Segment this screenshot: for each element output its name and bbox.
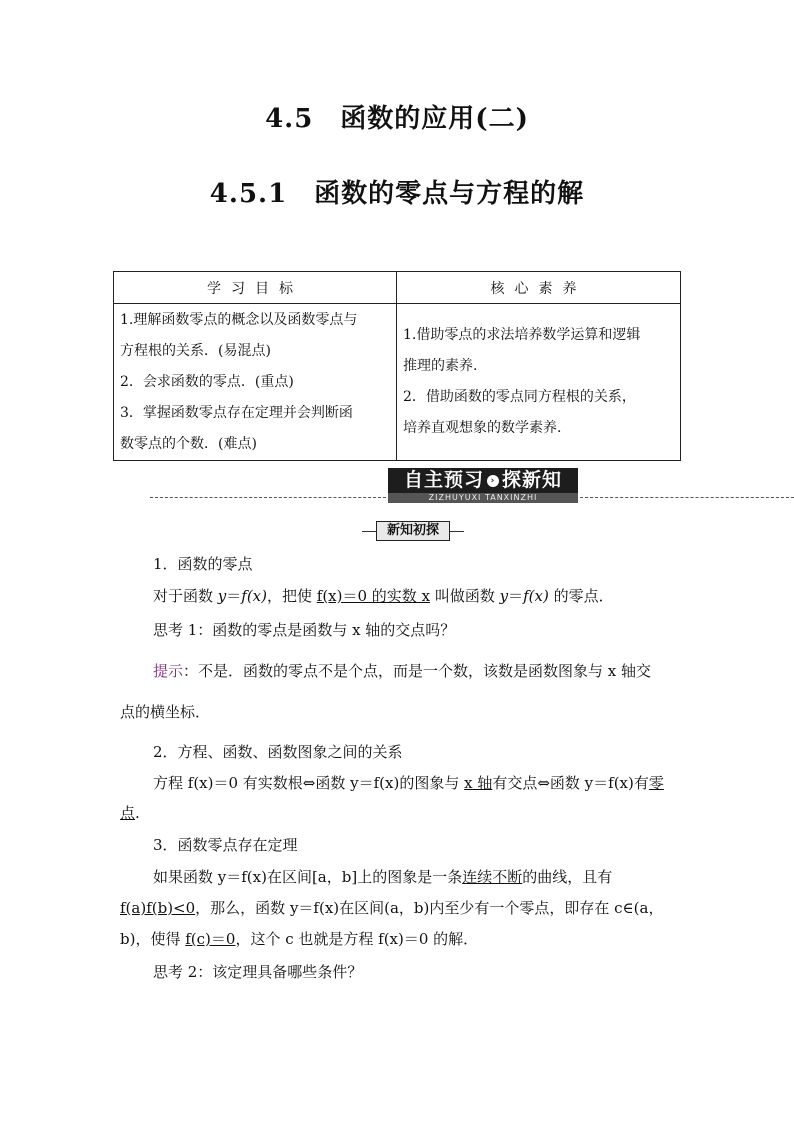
tag-line-left [362,531,376,532]
underlined-answer: f(x)＝0 的实数 x [316,587,431,605]
banner-pinyin: ZIZHUYUXI TANXINZHI [388,493,578,503]
learning-goals-cell [114,304,397,461]
goal-line: 数零点的个数．(难点) [120,435,257,452]
think-question-1: 思考 1：函数的零点是函数与 x 轴的交点吗？ [153,621,456,639]
text: 有交点⇔函数 y＝f(x)有 [492,774,649,792]
s2-line-2 [120,803,140,823]
text: ＝ [508,587,524,605]
objectives-table [113,271,681,461]
underlined-answer: f(a)f(b)<0 [120,899,196,917]
sub-title: 4.5.1 函数的零点与方程的解 [209,179,585,209]
banner-left-text: 自主预习 [403,469,484,491]
goal-line: 2．会求函数的零点．(重点) [120,373,294,390]
text: ，把使 [267,587,317,605]
text: 对于函数 [153,587,218,605]
hint-1 [153,661,651,681]
text: y [499,587,509,605]
text: b)，使得 [120,930,186,948]
banner-title [388,468,578,493]
hint-label: 提示 [153,662,184,680]
text: y [217,587,227,605]
text: 的曲线，且有 [522,868,613,886]
s3-line-2 [120,898,663,918]
text: 叫做函数 [430,587,500,605]
text: ，那么，函数 y＝f(x)在区间(a，b)内至少有一个零点，即存在 c∈(a， [195,899,664,917]
literacy-line: 1.借助零点的求法培养数学运算和逻辑 [403,327,641,343]
goal-line: 1.理解函数零点的概念以及函数零点与 [120,311,358,328]
text: 方程 f(x)＝0 有实数根⇔函数 y＝f(x)的图象与 [153,774,465,792]
literacy-line: 推理的素养. [403,358,478,374]
text: ＝ [226,587,242,605]
text: f(x) [523,587,549,605]
s3-line-1 [153,867,612,887]
tag-line-right [450,531,464,532]
literacy-line: 培养直观想象的数学素养. [403,420,562,436]
text: . [135,804,140,822]
arrow-icon: › [487,475,499,487]
divider-right [580,497,794,498]
text: 如果函数 y＝f(x)在区间[a，b]上的图象是一条 [153,868,463,886]
hint-text: ：不是．函数的零点不是个点，而是一个数，该数是函数图象与 x 轴交 [183,662,652,680]
underlined-answer: f(c)＝0 [185,930,236,948]
literacy-line: 2．借助函数的零点同方程根的关系， [403,389,636,405]
s1-definition [153,586,614,606]
underlined-answer: 点 [120,804,136,822]
main-title: 4.5 函数的应用(二) [265,104,529,134]
goal-line: 3．掌握函数零点存在定理并会判断函 [120,404,353,421]
header-core-literacy: 核心素养 [397,272,681,304]
core-literacy-cell [397,304,681,461]
s2-heading: 2．方程、函数、函数图象之间的关系 [153,743,403,761]
think-question-2: 思考 2：该定理具备哪些条件？ [153,963,363,981]
goal-line: 方程根的关系．(易混点) [120,342,271,359]
s1-heading: 1．函数的零点 [153,555,253,573]
banner-right-text: 探新知 [502,469,563,491]
text: ，这个 c 也就是方程 f(x)＝0 的解． [235,930,479,948]
underlined-answer: 连续不断 [462,868,523,886]
hint-1-cont: 点的横坐标． [120,703,211,721]
s3-heading: 3．函数零点存在定理 [153,836,298,854]
section-tag [362,521,462,541]
underlined-answer: x 轴 [464,774,493,792]
underlined-answer: 零 [648,774,664,792]
tag-label: 新知初探 [376,521,450,541]
text: 的零点． [548,587,614,605]
divider-left [150,497,386,498]
header-learning-goals: 学习目标 [114,272,397,304]
s2-line-1 [153,773,664,793]
s3-line-3 [120,929,478,949]
section-banner [388,468,578,502]
text: f(x) [241,587,267,605]
